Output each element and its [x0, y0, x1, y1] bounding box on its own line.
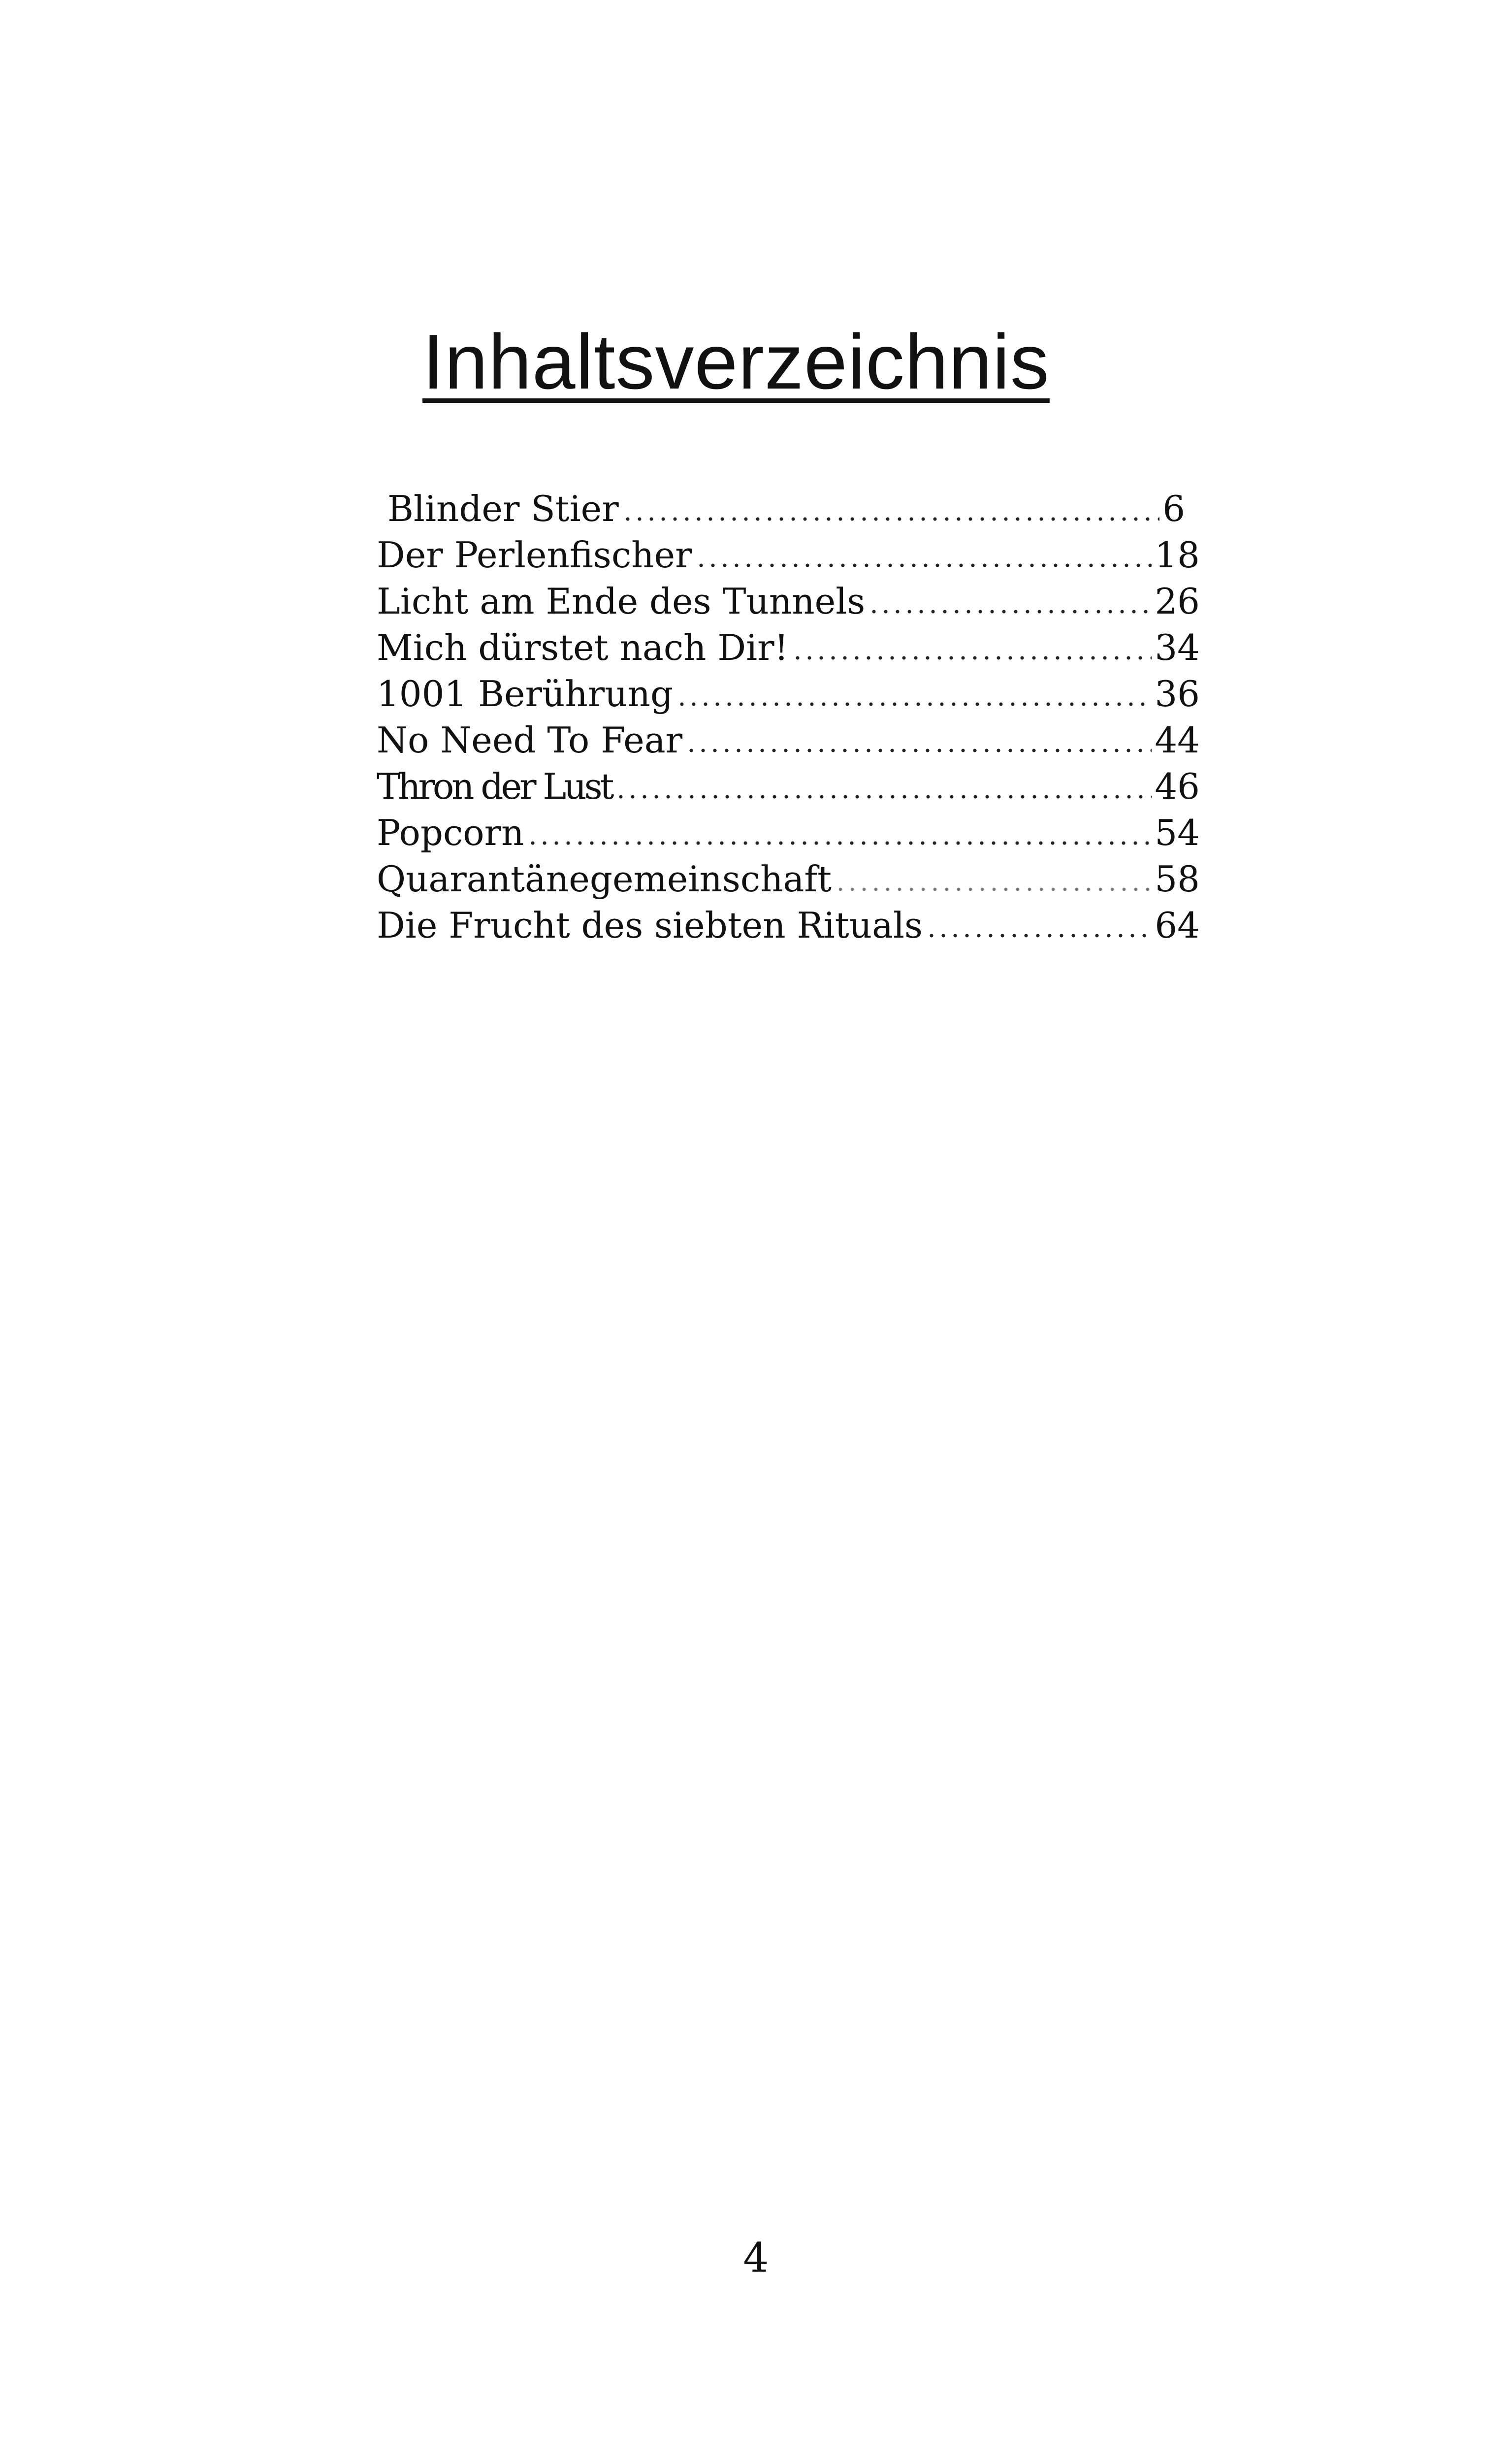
- page-number: 4: [743, 2235, 769, 2281]
- toc-entry-page: 6: [1162, 488, 1185, 529]
- dot-leader: [695, 563, 1152, 567]
- toc-entry-page: 58: [1155, 858, 1200, 900]
- toc-entry: [377, 717, 1200, 763]
- dot-leader: [792, 656, 1152, 660]
- toc-entry-title: Popcorn: [377, 812, 524, 853]
- toc-entry-title: Der Perlenfischer: [377, 534, 692, 576]
- page-title: Inhaltsverzeichnis: [422, 319, 1050, 405]
- dot-leader: [685, 749, 1152, 752]
- toc-entry: [377, 578, 1200, 624]
- dot-leader: [527, 841, 1152, 845]
- toc-entry-page: 26: [1155, 581, 1200, 622]
- toc-entry-page: 18: [1155, 534, 1200, 576]
- toc-entry-title: Thron der Lust: [377, 766, 612, 807]
- dot-leader: [835, 887, 1152, 891]
- toc-entry: [377, 671, 1200, 717]
- toc-entry-title: Mich dürstet nach Dir!: [377, 627, 789, 668]
- toc-entry-title: 1001 Berührung: [377, 673, 674, 715]
- toc-entry: [377, 763, 1200, 810]
- toc-entry-title: Licht am Ende des Tunnels: [377, 581, 866, 622]
- toc-entry: [377, 856, 1200, 902]
- toc-entry-title: Die Frucht des siebten Rituals: [377, 905, 923, 946]
- dot-leader: [622, 517, 1160, 521]
- toc-entry-title: No Need To Fear: [377, 719, 683, 761]
- toc-entry: [377, 532, 1200, 578]
- toc-entry-page: 46: [1155, 766, 1200, 807]
- toc-entry-page: 64: [1155, 905, 1200, 946]
- toc-entry-page: 44: [1155, 719, 1200, 761]
- toc-entry: [377, 624, 1200, 671]
- toc-entry-page: 54: [1155, 812, 1200, 853]
- toc-entry: [377, 902, 1200, 948]
- dot-leader: [868, 610, 1152, 614]
- table-of-contents: [377, 486, 1200, 948]
- toc-entry-title: Quarantänegemeinschaft: [377, 858, 832, 900]
- dot-leader: [676, 702, 1152, 706]
- toc-entry-title: Blinder Stier: [387, 488, 619, 529]
- dot-leader: [926, 934, 1152, 938]
- toc-entry-page: 36: [1155, 673, 1200, 715]
- toc-entry-page: 34: [1155, 627, 1200, 668]
- toc-entry: [377, 810, 1200, 856]
- toc-entry: [377, 486, 1185, 532]
- dot-leader: [615, 795, 1152, 799]
